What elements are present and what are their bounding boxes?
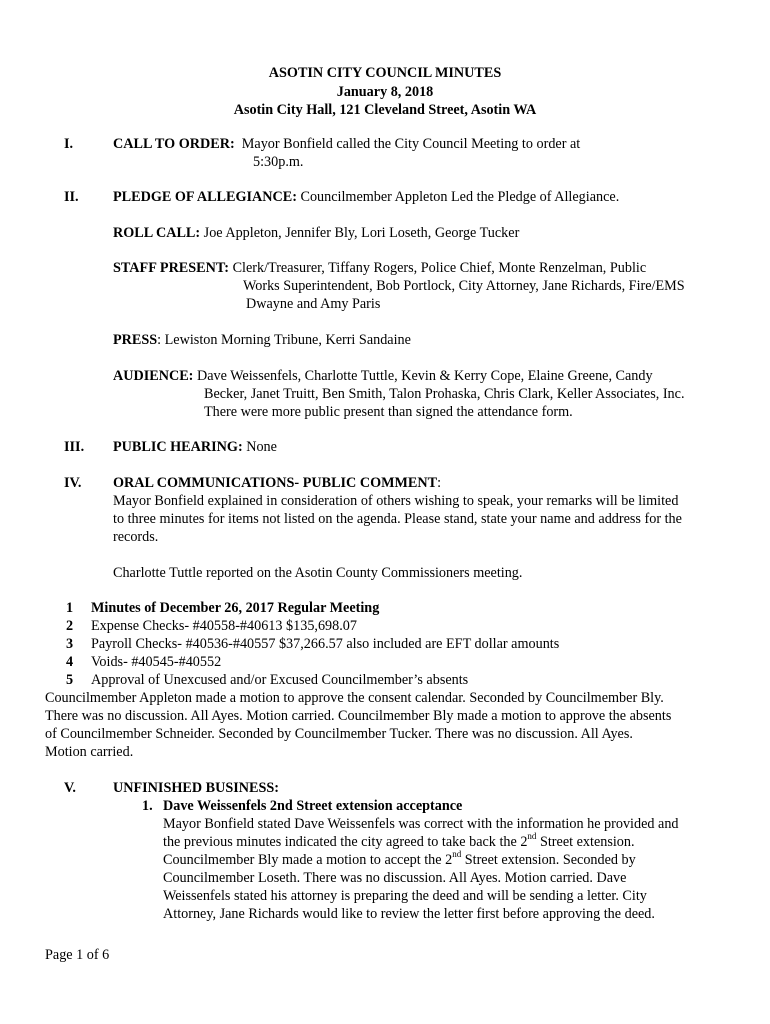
- unfinished-item-line-2a: the previous minutes indicated the city agreed to take back the 2: [163, 834, 528, 850]
- press-text: : Lewiston Morning Tribune, Kerri Sandaine: [157, 332, 411, 348]
- consent-motion-line-1: Councilmember Appleton made a motion to approve the consent calendar. Seconded by Councilmember Bly.: [45, 690, 664, 706]
- consent-item-text: Payroll Checks- #40536-#40557 $37,266.57 also included are EFT dollar amounts: [91, 636, 560, 652]
- section-number-4: IV.: [64, 475, 82, 491]
- unfinished-item-line-4: Councilmember Loseth. There was no discussion. All Ayes. Motion carried. Dave: [163, 870, 627, 886]
- unfinished-item-line-6: Attorney, Jane Richards would like to review the letter first before approving the deed.: [163, 906, 655, 922]
- call-to-order-time: 5:30p.m.: [253, 154, 304, 170]
- staff-present-line-3: Dwayne and Amy Paris: [246, 296, 381, 312]
- consent-item-text: Voids- #40545-#40552: [91, 654, 222, 670]
- oral-communications-line-4: Charlotte Tuttle reported on the Asotin County Commissioners meeting.: [113, 565, 523, 581]
- unfinished-item-line-3a: Councilmember Bly made a motion to accept the 2: [163, 852, 453, 868]
- consent-item-text: Minutes of December 26, 2017 Regular Meeting: [91, 600, 380, 616]
- public-hearing-label: PUBLIC HEARING:: [113, 439, 243, 455]
- consent-motion-line-2: There was no discussion. All Ayes. Motion carried. Councilmember Bly made a motion to approve the absents: [45, 708, 672, 724]
- audience-line-1: Dave Weissenfels, Charlotte Tuttle, Kevin & Kerry Cope, Elaine Greene, Candy: [196, 368, 653, 384]
- consent-item-number: 2: [66, 618, 74, 634]
- roll-call-label: ROLL CALL:: [113, 225, 201, 241]
- public-hearing-text: None: [246, 439, 277, 455]
- consent-item-number: 4: [66, 654, 74, 670]
- consent-item-number: 1: [66, 600, 74, 616]
- audience-line-3: There were more public present than signed the attendance form.: [204, 404, 573, 420]
- document-title: ASOTIN CITY COUNCIL MINUTES: [268, 65, 502, 81]
- oral-communications-line-1: Mayor Bonfield explained in consideration of others wishing to speak, your remarks will be limited: [113, 493, 679, 509]
- roll-call: [113, 224, 519, 242]
- consent-motion-line-4: Motion carried.: [45, 744, 134, 760]
- oral-communications: [113, 474, 441, 492]
- pledge: [113, 188, 619, 206]
- consent-item-text: Expense Checks- #40558-#40613 $135,698.07: [91, 618, 357, 634]
- unfinished-business-label: UNFINISHED BUSINESS:: [113, 780, 279, 796]
- staff-present: [113, 259, 646, 277]
- consent-item-number: 3: [66, 636, 74, 652]
- call-to-order: [113, 135, 580, 153]
- staff-present-line-1: Clerk/Treasurer, Tiffany Rogers, Police Chief, Monte Renzelman, Public: [232, 260, 647, 276]
- consent-item-text: Approval of Unexcused and/or Excused Councilmember’s absents: [91, 672, 469, 688]
- pledge-text: Councilmember Appleton Led the Pledge of Allegiance.: [300, 189, 620, 205]
- consent-motion-line-3: of Councilmember Schneider. Seconded by Councilmember Tucker. There was no discussion. All Ayes.: [45, 726, 633, 742]
- press-label: PRESS: [113, 332, 158, 348]
- section-number-2: II.: [64, 189, 79, 205]
- pledge-label: PLEDGE OF ALLEGIANCE:: [113, 189, 297, 205]
- unfinished-item-line-5: Weissenfels stated his attorney is preparing the deed and will be sending a letter. City: [163, 888, 647, 904]
- unfinished-item-line-3: [163, 851, 636, 869]
- section-number-1: I.: [64, 136, 74, 152]
- ordinal-suffix: nd: [452, 849, 462, 860]
- section-number-3: III.: [64, 439, 85, 455]
- staff-present-label: STAFF PRESENT:: [113, 260, 230, 276]
- audience: [113, 367, 653, 385]
- ordinal-suffix: nd: [527, 831, 537, 842]
- audience-line-2: Becker, Janet Truitt, Ben Smith, Talon Prohaska, Chris Clark, Keller Associates, Inc.: [204, 386, 685, 402]
- section-number-5: V.: [64, 780, 76, 796]
- audience-label: AUDIENCE:: [113, 368, 194, 384]
- meeting-date: January 8, 2018: [336, 84, 434, 100]
- oral-communications-line-3: records.: [113, 529, 159, 545]
- meeting-location: Asotin City Hall, 121 Cleveland Street, Asotin WA: [233, 102, 537, 118]
- public-hearing: [113, 438, 277, 456]
- unfinished-item-number: 1.: [142, 798, 153, 814]
- page-number: Page 1 of 6: [45, 947, 110, 963]
- oral-communications-colon: :: [437, 475, 442, 491]
- roll-call-text: Joe Appleton, Jennifer Bly, Lori Loseth, George Tucker: [203, 225, 520, 241]
- staff-present-line-2: Works Superintendent, Bob Portlock, City Attorney, Jane Richards, Fire/EMS: [243, 278, 685, 294]
- unfinished-item-line-3b: Street extension. Seconded by: [461, 852, 636, 868]
- oral-communications-label: ORAL COMMUNICATIONS- PUBLIC COMMENT: [113, 475, 438, 491]
- unfinished-item-line-2b: Street extension.: [536, 834, 635, 850]
- call-to-order-text: Mayor Bonfield called the City Council Meeting to order at: [241, 136, 581, 152]
- oral-communications-line-2: to three minutes for items not listed on the agenda. Please stand, state your name and address for the: [113, 511, 682, 527]
- unfinished-item-line-2: [163, 833, 635, 851]
- call-to-order-label: CALL TO ORDER:: [113, 136, 235, 152]
- unfinished-item-title: Dave Weissenfels 2nd Street extension acceptance: [163, 798, 463, 814]
- consent-item-number: 5: [66, 672, 74, 688]
- press: [113, 331, 411, 349]
- unfinished-item-line-1: Mayor Bonfield stated Dave Weissenfels was correct with the information he provided and: [163, 816, 679, 832]
